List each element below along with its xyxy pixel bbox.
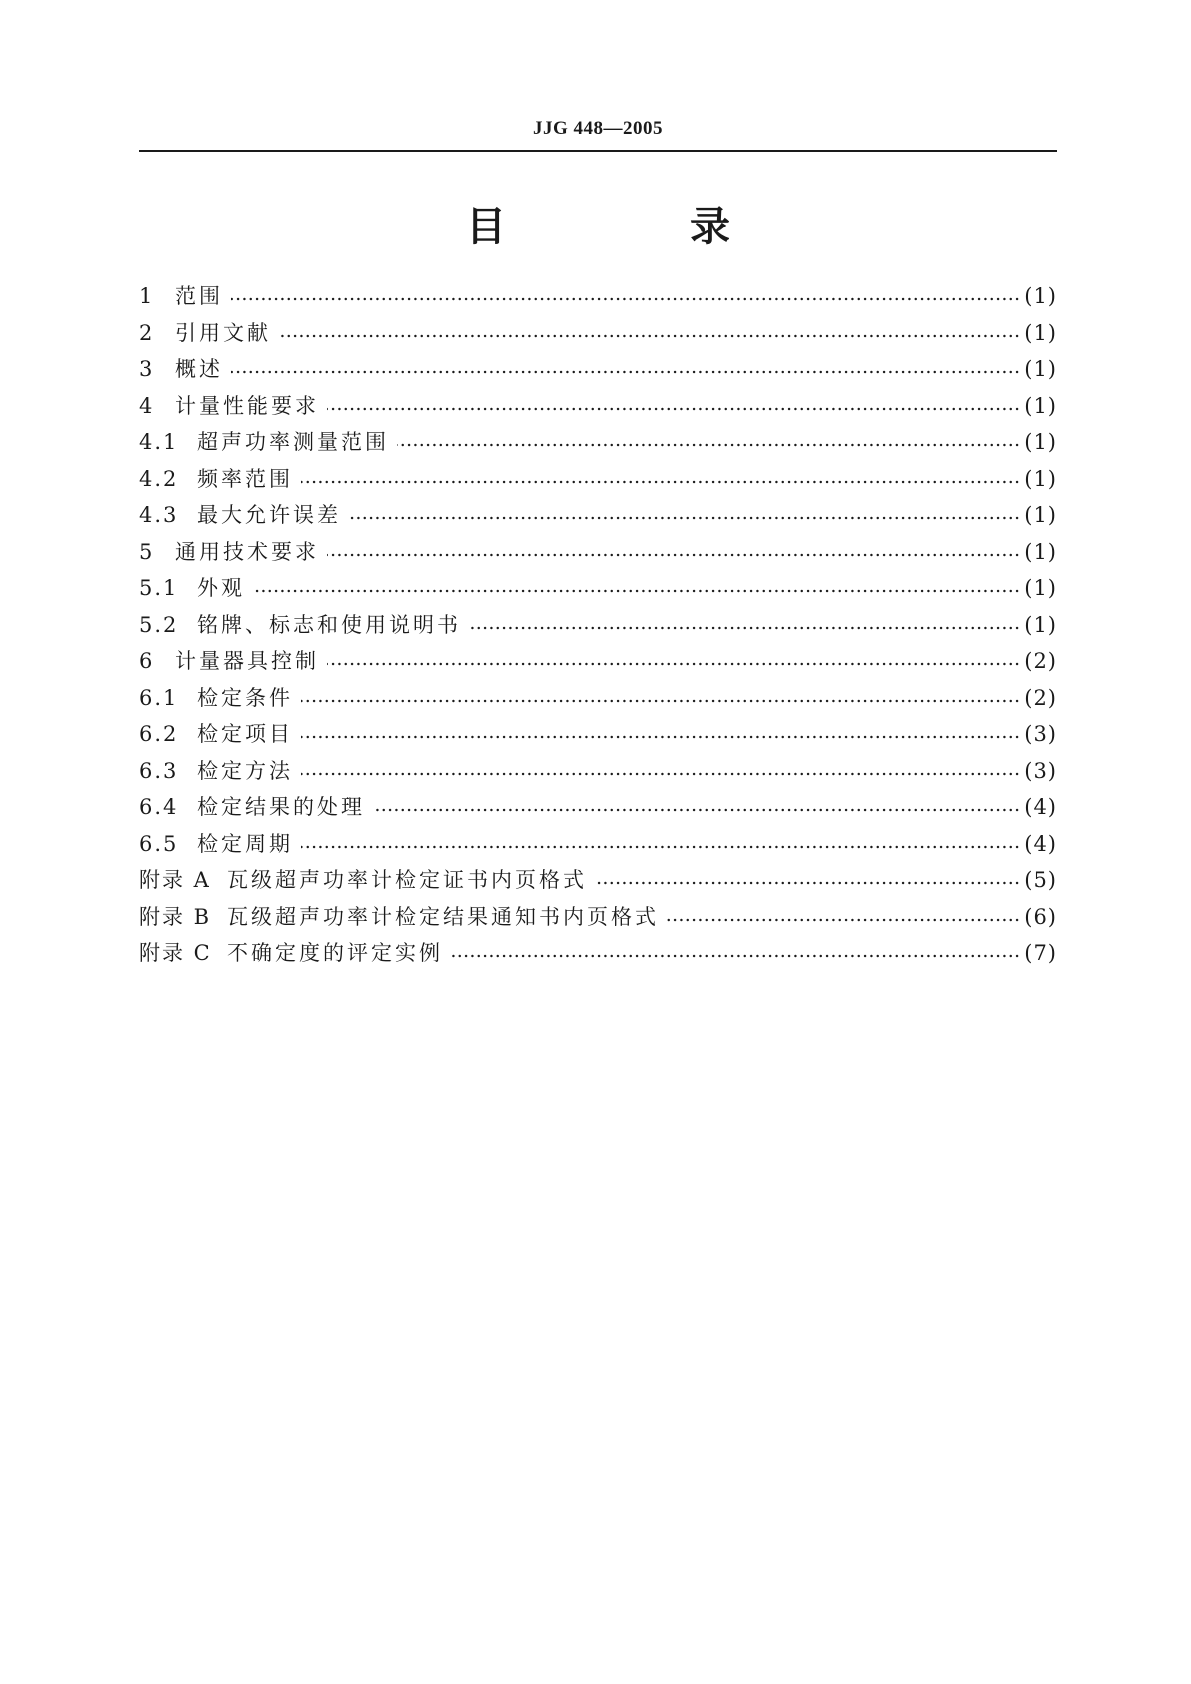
toc-entry-number: 5.2 [139,612,179,637]
toc-entry-page: (4) [1024,795,1057,819]
toc-dot-leader [301,684,1020,705]
toc-entry-title: 范围 [175,284,223,308]
toc-entry-number: 1 [139,284,155,308]
toc-entry-title: 超声功率测量范围 [197,430,389,454]
toc-entry[interactable] [139,390,1057,427]
toc-dot-leader [469,611,1020,632]
toc-entry-page: (1) [1024,539,1057,564]
toc-entry[interactable] [139,499,1057,536]
toc-entry-number: 附录 B [139,904,212,929]
header-rule [139,150,1057,152]
toc-dot-leader [301,830,1020,851]
toc-entry-page: (2) [1024,649,1057,673]
toc-dot-leader [231,282,1020,303]
toc-entry-page: (5) [1024,868,1057,892]
toc-entry-number: 6.1 [139,685,179,710]
toc-dot-leader [397,428,1020,449]
toc-entry-title: 频率范围 [197,466,293,491]
page-header-standard-code: JJG 448—2005 [532,118,664,139]
toc-entry-title: 通用技术要求 [175,539,319,564]
toc-entry[interactable] [139,317,1057,354]
toc-dot-leader [231,355,1020,376]
toc-entry[interactable] [139,353,1057,390]
toc-entry-number: 6.5 [139,831,179,856]
page-title: 目 录 [466,204,802,250]
toc-entry-title: 引用文献 [175,320,271,345]
toc-entry-number: 6 [139,649,155,673]
toc-dot-leader [373,793,1020,814]
toc-dot-leader [301,720,1020,741]
toc-entry-title: 检定周期 [197,831,293,856]
toc-dot-leader [301,465,1020,486]
toc-entry-page: (2) [1024,685,1057,710]
toc-entry-number: 5.1 [139,576,179,600]
toc-entry-number: 6.3 [139,758,179,783]
toc-entry[interactable] [139,280,1057,317]
toc-entry[interactable] [139,645,1057,682]
toc-entry[interactable] [139,755,1057,792]
toc-entry-title: 检定项目 [197,722,293,746]
toc-dot-leader [301,757,1020,778]
toc-entry-title: 检定方法 [197,758,293,783]
toc-entry-page: (1) [1024,612,1057,637]
toc-entry-page: (1) [1024,284,1057,308]
toc-entry-title: 检定结果的处理 [197,795,365,819]
toc-entry[interactable] [139,426,1057,463]
toc-entry-page: (3) [1024,722,1057,746]
toc-entry-title: 最大允许误差 [197,503,341,527]
toc-entry[interactable] [139,864,1057,901]
toc-entry-page: (6) [1024,904,1057,929]
toc-entry-number: 附录 C [139,941,212,965]
toc-entry-title: 概述 [175,357,223,381]
toc-entry-page: (1) [1024,466,1057,491]
toc-dot-leader [327,647,1020,668]
toc-entry-number: 2 [139,320,155,345]
toc-entry[interactable] [139,718,1057,755]
toc-entry[interactable] [139,572,1057,609]
toc-entry-title: 计量性能要求 [175,393,319,418]
toc-entry-number: 6.4 [139,795,179,819]
toc-entry-title: 铭牌、标志和使用说明书 [197,612,461,637]
toc-entry-number: 4.3 [139,503,179,527]
toc-dot-leader [327,392,1020,413]
toc-entry-page: (1) [1024,430,1057,454]
toc-entry-title: 计量器具控制 [175,649,319,673]
toc-entry-page: (1) [1024,357,1057,381]
toc-entry[interactable] [139,609,1057,646]
toc-dot-leader [667,903,1020,924]
toc-entry[interactable] [139,463,1057,500]
toc-entry-number: 附录 A [139,868,211,892]
toc-entry-number: 3 [139,357,155,381]
toc-entry[interactable] [139,682,1057,719]
toc-dot-leader [349,501,1020,522]
toc-entry[interactable] [139,536,1057,573]
toc-entry-title: 外观 [197,576,245,600]
toc-dot-leader [253,574,1020,595]
toc-dot-leader [595,866,1020,887]
toc-entry[interactable] [139,937,1057,974]
toc-entry-page: (1) [1024,393,1057,418]
toc-dot-leader [279,319,1020,340]
toc-entry-number: 6.2 [139,722,179,746]
toc-entry-page: (7) [1024,941,1057,965]
toc-entry-page: (1) [1024,576,1057,600]
toc-entry[interactable] [139,828,1057,865]
table-of-contents [139,280,1057,974]
toc-entry-number: 4 [139,393,155,418]
toc-entry[interactable] [139,791,1057,828]
toc-dot-leader [451,939,1020,960]
toc-dot-leader [327,538,1020,559]
toc-entry-page: (3) [1024,758,1057,783]
toc-entry-number: 5 [139,539,155,564]
toc-entry-number: 4.2 [139,466,179,491]
toc-entry-title: 瓦级超声功率计检定证书内页格式 [227,868,587,892]
toc-entry-page: (1) [1024,320,1057,345]
toc-entry-title: 瓦级超声功率计检定结果通知书内页格式 [227,904,659,929]
toc-entry[interactable] [139,901,1057,938]
toc-entry-number: 4.1 [139,430,179,454]
toc-entry-title: 检定条件 [197,685,293,710]
toc-entry-page: (4) [1024,831,1057,856]
toc-entry-title: 不确定度的评定实例 [227,941,443,965]
toc-entry-page: (1) [1024,503,1057,527]
